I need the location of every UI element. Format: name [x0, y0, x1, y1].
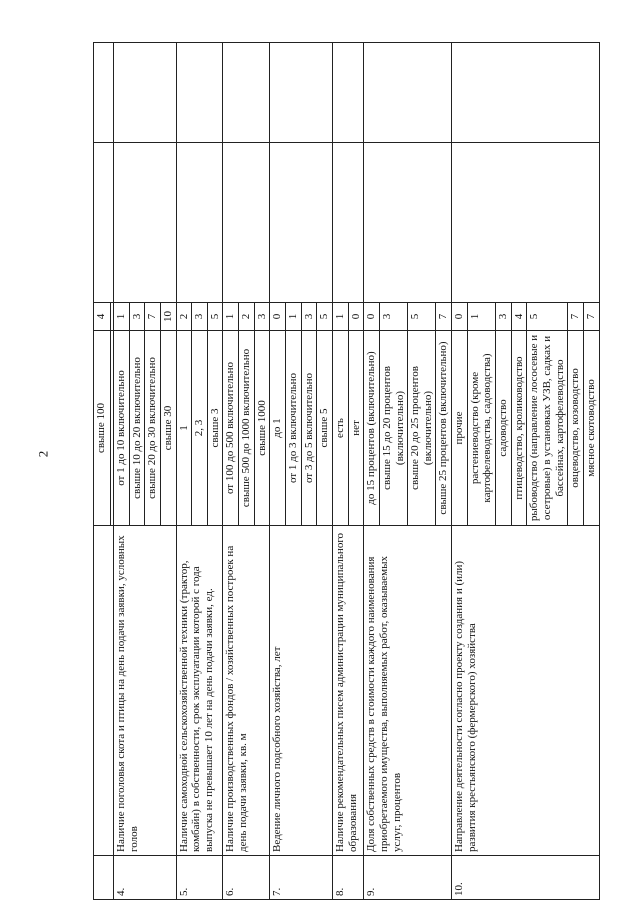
table-row	[452, 43, 468, 900]
option-points: 3	[192, 303, 208, 331]
table-row	[364, 43, 380, 900]
option-points: 5	[207, 303, 223, 331]
option-points: 7	[145, 303, 161, 331]
header-points: 4	[94, 303, 111, 331]
criterion-text: Доля собственных средств в стоимости каждого наименования приобретаемого имущества, выполняемых работ, оказываемых услуг, процентов	[364, 526, 452, 856]
option-value: свыше 10 до 20 включительно	[129, 331, 145, 526]
option-points: 5	[527, 303, 568, 331]
option-value: овцеводство, козоводство	[568, 331, 584, 526]
option-value: свыше 20 до 30 включительно	[145, 331, 161, 526]
option-points: 3	[301, 303, 317, 331]
option-value: до 15 процентов (включительно)	[364, 331, 380, 526]
option-points: 1	[467, 303, 495, 331]
table-row	[94, 43, 111, 900]
option-value: до 1	[270, 331, 286, 526]
row-number: 10.	[452, 856, 599, 900]
empty-cell	[452, 143, 599, 303]
option-value: мясное скотоводство	[583, 331, 599, 526]
option-points: 7	[568, 303, 584, 331]
table-frame	[93, 43, 613, 900]
option-value: свыше 20 до 25 процентов (включительно)	[408, 331, 436, 526]
option-value: прочие	[452, 331, 468, 526]
option-value: есть	[332, 331, 348, 526]
empty-cell	[364, 43, 452, 143]
empty-cell	[332, 43, 363, 143]
option-points: 0	[364, 303, 380, 331]
option-points: 0	[452, 303, 468, 331]
empty-cell	[270, 43, 333, 143]
empty-cell	[114, 143, 177, 303]
table-row	[270, 43, 286, 900]
empty-cell	[223, 43, 270, 143]
option-points: 0	[270, 303, 286, 331]
option-value: свыше 3	[207, 331, 223, 526]
option-value: свыше 25 процентов (включительно)	[436, 331, 452, 526]
option-value: свыше 30	[160, 331, 176, 526]
table-row	[332, 43, 348, 900]
option-value: от 1 до 10 включительно	[114, 331, 130, 526]
criterion-text: Направление деятельности согласно проекту создания и (или) развития крестьянского (фермерского) хозяйства	[452, 526, 599, 856]
option-points: 5	[317, 303, 333, 331]
option-value: свыше 15 до 20 процентов (включительно)	[379, 331, 407, 526]
option-points: 3	[496, 303, 512, 331]
option-points: 1	[114, 303, 130, 331]
page-number: 2	[35, 450, 51, 458]
criterion-text: Наличие самоходной сельскохозяйственной техники (трактор, комбайн) в собственности, срок эксплуатации которой с года выпуска не превышает 10 лет на день подачи заявки, ед.	[176, 526, 223, 856]
row-number: 8.	[332, 856, 363, 900]
criterion-text: Наличие рекомендательных писем администрации муниципального образования	[332, 526, 363, 856]
criterion-text: Ведение личного подсобного хозяйства, лет	[270, 526, 333, 856]
option-points: 10	[160, 303, 176, 331]
option-points: 7	[583, 303, 599, 331]
table-row	[176, 43, 192, 900]
row-number: 9.	[364, 856, 452, 900]
row-number: 4.	[114, 856, 177, 900]
option-points: 3	[129, 303, 145, 331]
option-value: от 3 до 5 включительно	[301, 331, 317, 526]
empty-cell	[452, 43, 599, 143]
continuation-value: свыше 100	[94, 331, 111, 526]
row-number: 5.	[176, 856, 223, 900]
option-value: от 1 до 3 включительно	[286, 331, 302, 526]
option-value: свыше 1000	[254, 331, 270, 526]
option-points: 1	[332, 303, 348, 331]
criterion-text: Наличие поголовья скота и птицы на день подачи заявки, условных голов	[114, 526, 177, 856]
row-number: 6.	[223, 856, 270, 900]
option-points: 2	[176, 303, 192, 331]
table-row	[114, 43, 130, 900]
option-value: нет	[348, 331, 364, 526]
option-points: 0	[348, 303, 364, 331]
option-points: 5	[408, 303, 436, 331]
empty-cell	[223, 143, 270, 303]
empty-cell	[176, 143, 223, 303]
table-row	[223, 43, 239, 900]
option-points: 1	[286, 303, 302, 331]
empty-cell	[270, 143, 333, 303]
option-value: садоводство	[496, 331, 512, 526]
empty-cell	[114, 43, 177, 143]
option-value: растениеводство (кроме картофелеводства, садоводства)	[467, 331, 495, 526]
criterion-text: Наличие производственных фондов / хозяйственных построек на день подачи заявки, кв. м	[223, 526, 270, 856]
option-points: 3	[254, 303, 270, 331]
option-points: 2	[239, 303, 255, 331]
option-value: свыше 5	[317, 331, 333, 526]
row-number: 7.	[270, 856, 333, 900]
option-value: от 100 до 500 включительно	[223, 331, 239, 526]
option-value: птицеводство, кролиководство	[511, 331, 527, 526]
empty-cell	[176, 43, 223, 143]
empty-cell	[332, 143, 363, 303]
option-points: 7	[436, 303, 452, 331]
option-value: рыбоводство (направление лососевые и осетровые) в установках УЗВ, садках и бассейнах, картофелеводство	[527, 331, 568, 526]
option-value: свыше 500 до 1000 включительно	[239, 331, 255, 526]
option-points: 4	[511, 303, 527, 331]
option-points: 3	[379, 303, 407, 331]
option-value: 2, 3	[192, 331, 208, 526]
criteria-table	[93, 42, 600, 900]
option-value: 1	[176, 331, 192, 526]
empty-cell	[364, 143, 452, 303]
option-points: 1	[223, 303, 239, 331]
